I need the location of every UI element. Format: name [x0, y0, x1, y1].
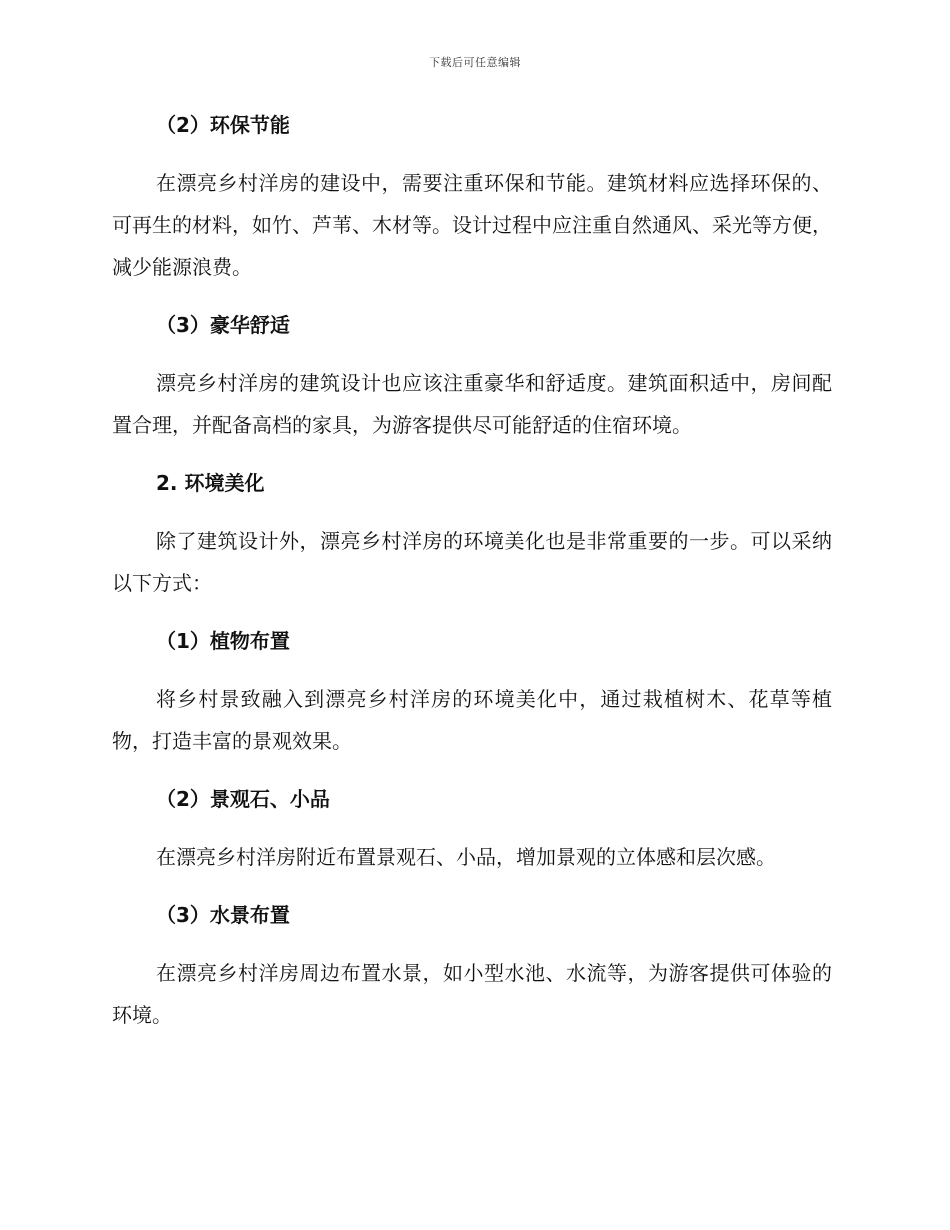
document-body: [112, 110, 832, 1058]
heading-landscape-stones: （2）景观石、小品: [156, 787, 330, 811]
heading-environment-beautify: 2. 环境美化: [156, 471, 265, 495]
heading-water-features: （3）水景布置: [156, 903, 290, 927]
paragraph-water-features: 在漂亮乡村洋房周边布置水景，如小型水池、水流等，为游客提供可体验的环境。: [112, 961, 832, 1027]
paragraph-eco-energy: 在漂亮乡村洋房的建设中，需要注重环保和节能。建筑材料应选择环保的、可再生的材料，如竹、芦苇、木材等。设计过程中应注重自然通风、采光等方便，减少能源浪费。: [112, 171, 832, 279]
paragraph-luxury-comfort: 漂亮乡村洋房的建筑设计也应该注重豪华和舒适度。建筑面积适中，房间配置合理，并配备高档的家具，为游客提供尽可能舒适的住宿环境。: [112, 371, 832, 437]
paragraph-landscape-stones: 在漂亮乡村洋房附近布置景观石、小品，增加景观的立体感和层次感。: [156, 845, 776, 869]
heading-luxury-comfort: （3）豪华舒适: [156, 313, 290, 337]
heading-eco-energy: （2）环保节能: [156, 113, 290, 137]
heading-plant-layout: （1）植物布置: [156, 629, 290, 653]
page-header: 下载后可任意编辑: [429, 56, 521, 69]
paragraph-plant-layout: 将乡村景致融入到漂亮乡村洋房的环境美化中，通过栽植树木、花草等植物，打造丰富的景观效果。: [112, 687, 832, 753]
paragraph-environment-beautify: 除了建筑设计外，漂亮乡村洋房的环境美化也是非常重要的一步。可以采纳以下方式：: [112, 529, 832, 595]
